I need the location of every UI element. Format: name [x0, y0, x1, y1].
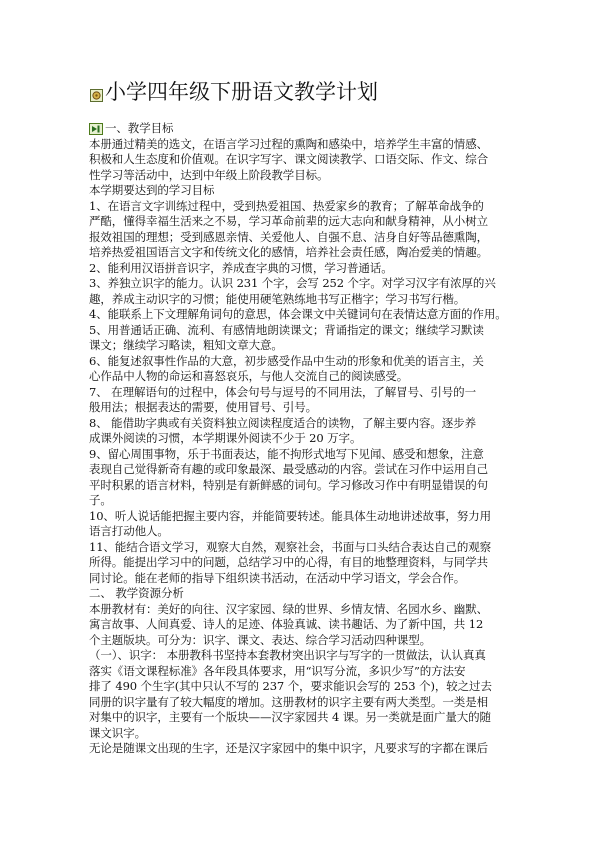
text-line: 性学习等活动中，达到中年级上阶段教学目标。: [89, 167, 329, 182]
text-line: 寓言故事、人间真爱、诗人的足迹、体验真诚、读书趣话、为了新中国，共 12: [89, 617, 484, 631]
text-line: 严酷，懂得幸福生活来之不易，学习革命前辈的远大志向和献身精神，从小树立: [89, 214, 488, 228]
text-line: 落实《语文课程标准》各年段具体要求，用“识写分流，多识少写”的方法安: [89, 663, 466, 678]
text-line: 对集中的识字，主要有一个版块——汉字家园共 4 课。另一类就是面广量大的随: [89, 710, 491, 724]
text-line: 语言打动他人。: [89, 524, 169, 538]
text-line: 6、能复述叙事性作品的大意，初步感受作品中生动的形象和优美的语言主，关: [89, 353, 484, 368]
page-title: 小学四年级下册语文教学计划: [105, 80, 378, 104]
text-line: 同讨论。能在老师的指导下组织读书活动，在活动中学习语文，学会合作。: [89, 570, 466, 585]
text-line: 5、用普通话正确、流利、有感情地朗读课文；背诵指定的课文；继续学习默读: [89, 322, 484, 337]
text-line: 个主题版块。可分为：识字、课文、表达、综合学习活动四种课型。: [89, 632, 431, 647]
text-line: 2、能利用汉语拼音识字，养成查字典的习惯，学习普通话。: [89, 260, 393, 275]
document-bullet-icon: [90, 87, 103, 100]
document-body: [89, 121, 519, 757]
section-arrow-icon: [89, 123, 103, 135]
text-line: 般用法；根据表达的需要，使用冒号、引号。: [89, 400, 317, 414]
text-line: 心作品中人物的命运和喜怒哀乐，与他人交流自己的阅读感受。: [89, 369, 409, 383]
section-heading-teaching-goals: [89, 121, 519, 137]
section-heading-resources: 二、 教学资源分析: [89, 586, 184, 600]
text-line: 10、听人说话能把握主要内容，并能简要转述。能具体生动地讲述故事，努力用: [89, 508, 492, 523]
title-row: [90, 79, 550, 105]
text-line: 子。: [89, 493, 112, 507]
text-line: 表现自己觉得新奇有趣的或印象最深、最受感动的内容。尝试在习作中运用自己: [89, 462, 488, 476]
text-line: 9、留心周围事物，乐于书面表达，能不拘形式地写下见闻、感受和想象，注意: [89, 446, 484, 461]
text-line: 本学期要达到的学习目标: [89, 183, 215, 197]
text-line: 趣，养成主动识字的习惯；能使用硬笔熟练地书写正楷字；学习书写行楷。: [89, 291, 466, 306]
text-line: 所得。能提出学习中的问题，总结学习中的心得，有目的地整理资料，与同学共: [89, 555, 488, 569]
text-line: 本册教材有：美好的向往、汉字家园、绿的世界、乡情友情、名园水乡、幽默、: [89, 601, 488, 616]
text-line: 7、 在理解语句的过程中，体会句号与逗号的不同用法，了解冒号、引号的一: [89, 384, 476, 399]
text-line: （一）、识字： 本册教科书坚持本套教材突出识字与写字的一贯做法，认认真真: [89, 648, 486, 662]
text-line: 同册的识字量有了较大幅度的增加。这册教材的识字主要有两大类型。一类是相: [89, 694, 488, 709]
text-line: 课文；继续学习略读，粗知文章大意。: [89, 338, 283, 352]
text-line: 成课外阅读的习惯，本学期课外阅读不少于 20 万字。: [89, 431, 362, 445]
text-line: 本册通过精美的选文，在语言学习过程的熏陶和感染中，培养学生丰富的情感、: [89, 136, 488, 151]
text-line: 培养热爱祖国语言文字和传统文化的感情，培养社会责任感，陶冶爱美的情趣。: [89, 245, 488, 259]
text-line: 8、 能借助字典或有关资料独立阅读程度适合的读物，了解主要内容。逐步养: [89, 415, 476, 430]
text-line: 3、养独立识字的能力。认识 231 个字，会写 252 个字。对学习汉字有浓厚的兴: [89, 276, 496, 290]
text-line: 1、在语言文字训练过程中，受到热爱祖国、热爱家乡的教育；了解革命战争的: [89, 198, 484, 213]
text-line: 排了 490 个生字(其中只认不写的 237 个，要求能识会写的 253 个)，较之过去: [89, 679, 492, 693]
section-heading-label: 一、教学目标: [105, 121, 174, 135]
text-line: 4、能联系上下文理解角词句的意思，体会课文中关键词句在表情达意方面的作用。: [89, 307, 507, 321]
text-line: 无论是随课文出现的生字，还是汉字家园中的集中识字，凡要求写的字都在课后: [89, 741, 488, 755]
text-line: 11、能结合语文学习，观察大自然，观察社会，书面与口头结合表达自己的观察: [89, 539, 492, 554]
text-line: 积极和人生态度和价值观。在识字写字、课文阅读教学、口语交际、作文、综合: [89, 152, 488, 166]
text-line: 平时积累的语言材料，特别是有新鲜感的词句。学习修改习作中有明显错误的句: [89, 477, 488, 492]
text-line: 报效祖国的理想；受到感恩亲情、关爱他人、自强不息、洁身自好等品德熏陶，: [89, 229, 488, 244]
text-line: 课文识字。: [89, 725, 146, 740]
